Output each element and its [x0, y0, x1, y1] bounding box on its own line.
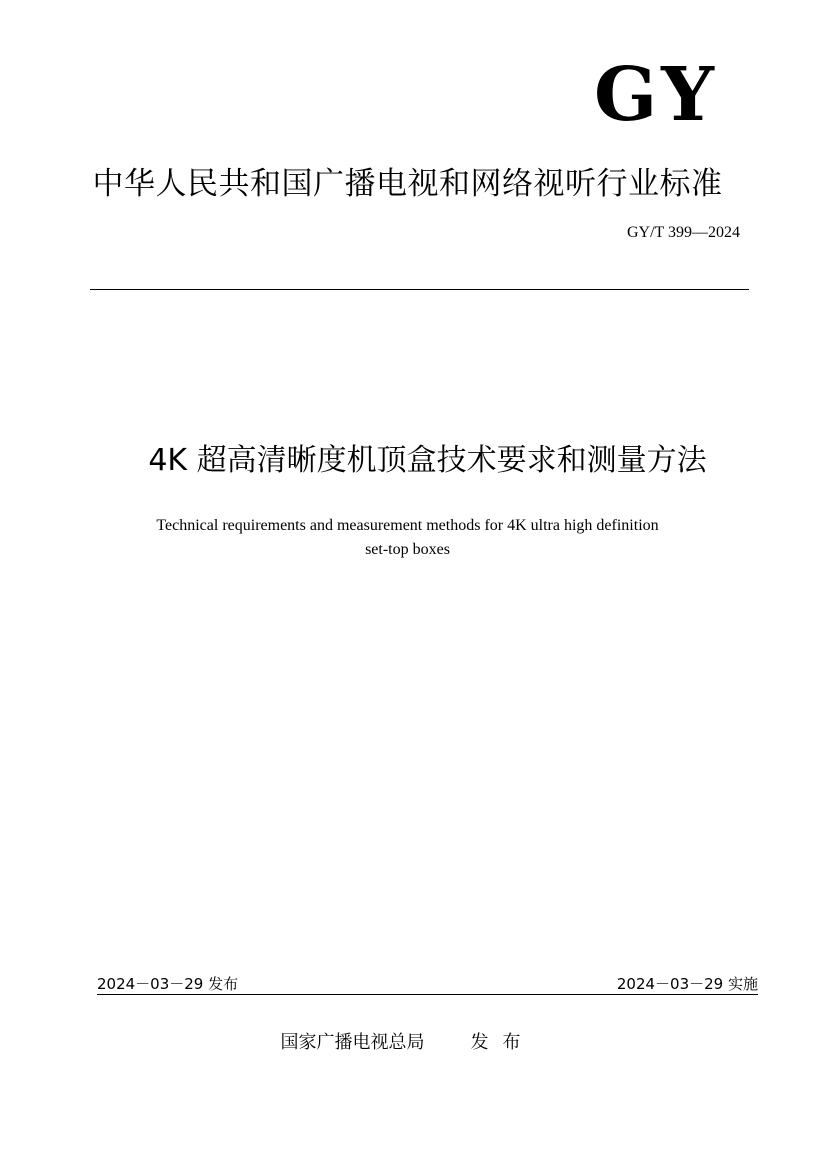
- top-divider: [90, 289, 749, 290]
- implementation-date: 2024－03－29 实施: [616, 975, 758, 993]
- standard-category-title: 中华人民共和国广播电视和网络视听行业标准: [92, 166, 723, 202]
- bottom-divider: [97, 994, 758, 995]
- document-title-english: [100, 514, 715, 562]
- document-title-chinese: 4K 超高清晰度机顶盒技术要求和测量方法: [148, 443, 707, 478]
- gy-logo: GY: [593, 52, 718, 138]
- publish-label: 发布: [470, 1032, 535, 1053]
- english-title-line-1: Technical requirements and measurement methods for 4K ultra high definition: [156, 517, 659, 534]
- publisher-line: [0, 1028, 815, 1054]
- issue-date: 2024－03－29 发布: [97, 975, 239, 993]
- publisher-name: 国家广播电视总局: [280, 1032, 425, 1053]
- standard-number: GY/T 399—2024: [626, 224, 740, 241]
- english-title-line-2: set-top boxes: [365, 541, 450, 558]
